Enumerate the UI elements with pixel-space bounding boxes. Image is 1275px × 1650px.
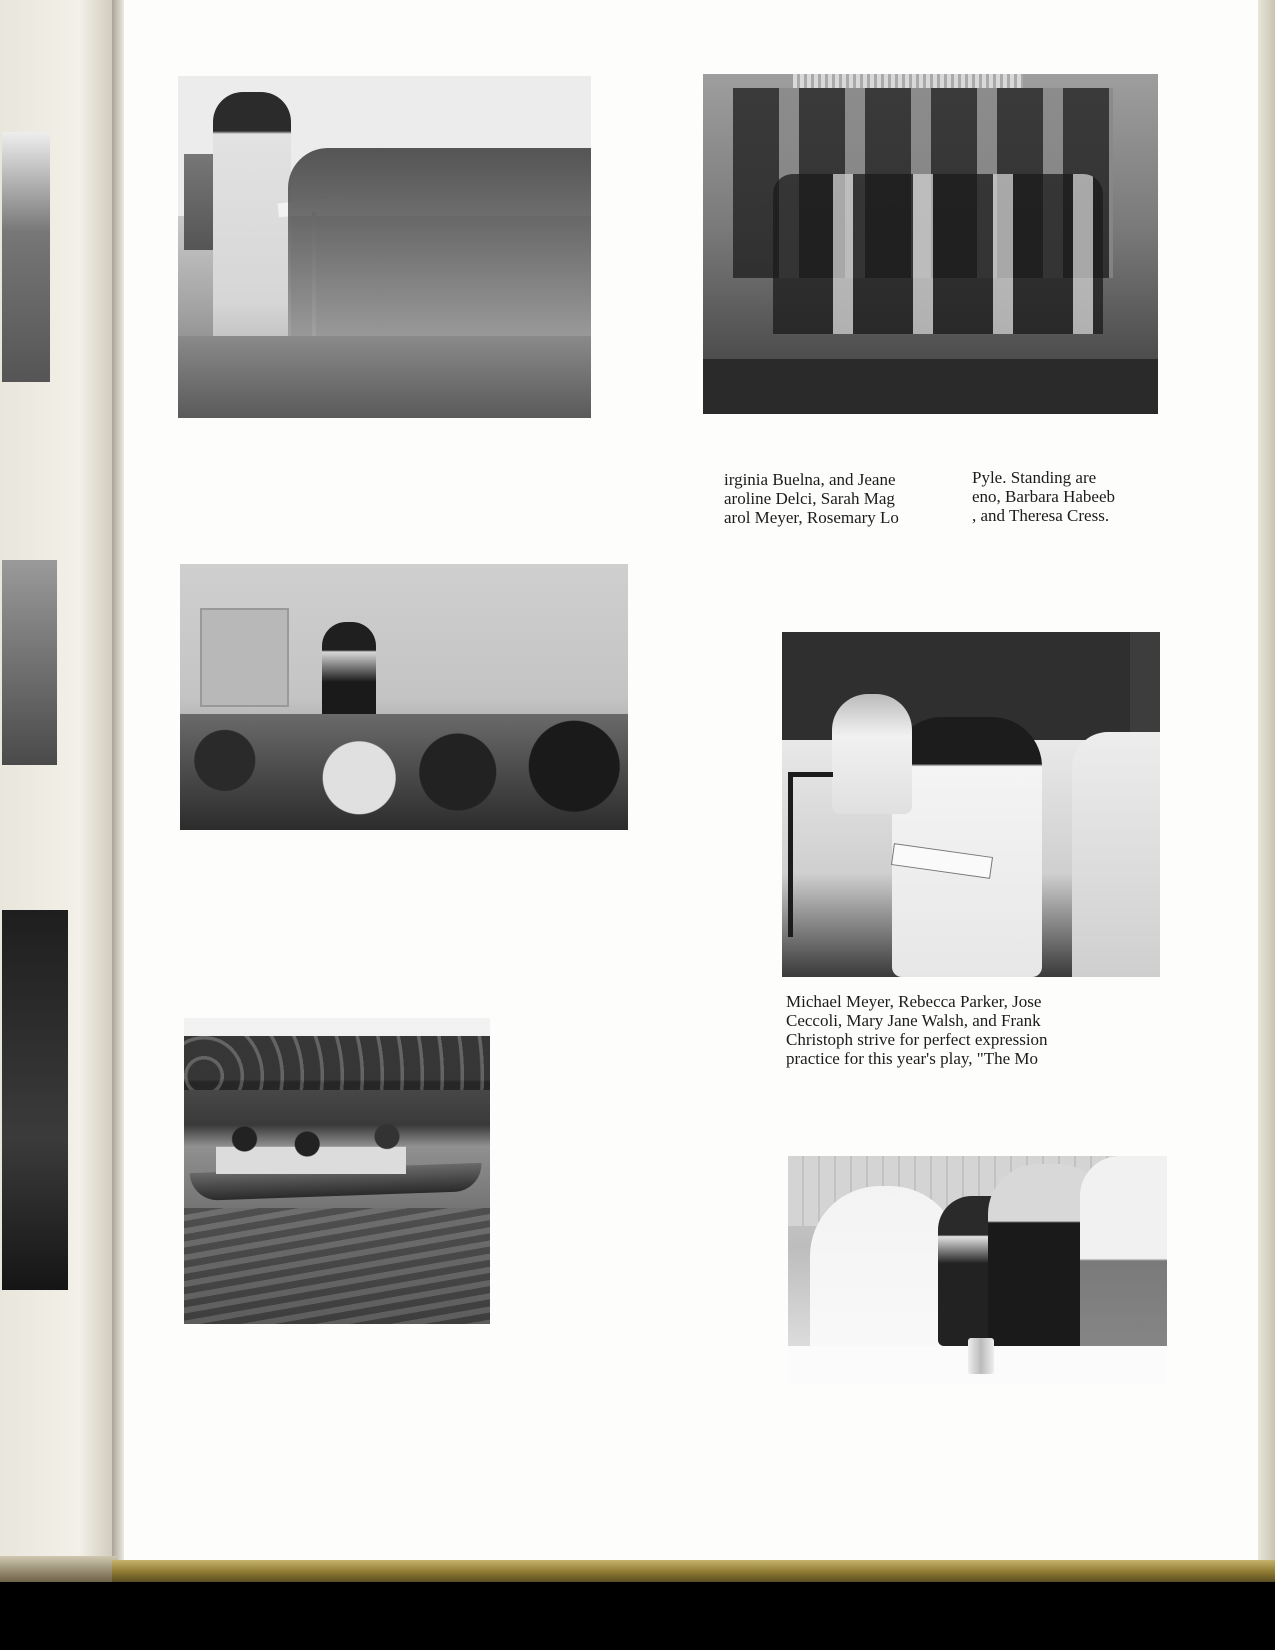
bulletin-board — [200, 608, 289, 707]
facing-photo-middle — [2, 560, 57, 765]
classroom-floor — [178, 336, 591, 418]
paddlers — [216, 1124, 406, 1174]
seated-students — [288, 148, 591, 338]
student-right — [1072, 732, 1160, 977]
facing-photo-top — [2, 132, 50, 382]
page-edge-right — [1258, 0, 1275, 1570]
choir-seated-row — [773, 174, 1103, 334]
photo-banquet — [788, 1156, 1167, 1384]
room-floor — [703, 359, 1158, 414]
photo-canoe-lake — [184, 1018, 490, 1324]
photo-drama-practice — [782, 632, 1160, 977]
scan-background — [0, 1582, 1275, 1650]
caption-choir-left: irginia Buelna, and Jeane aroline Delci, Sarah Mag arol Meyer, Rosemary Lo — [724, 470, 899, 527]
water-reflection — [184, 1208, 490, 1324]
caption-drama-practice: Michael Meyer, Rebecca Parker, Jose Ceccoli, Mary Jane Walsh, and Frank Christoph strive for perfect expression practice for this year's play, "The Mo — [786, 992, 1048, 1068]
photo-classroom-teacher — [178, 76, 591, 418]
audience-heads — [180, 714, 628, 830]
cover-binding-strip — [112, 1560, 1275, 1582]
facing-page-edge — [0, 0, 114, 1570]
window-blinds — [793, 74, 1023, 88]
photo-student-speaker — [180, 564, 628, 830]
trees — [184, 1036, 490, 1090]
binding-corner — [0, 1556, 118, 1582]
photo-choir-group — [703, 74, 1158, 414]
caption-choir-right: Pyle. Standing are eno, Barbara Habeeb , and Theresa Cress. — [972, 468, 1116, 525]
drinking-glass — [968, 1338, 994, 1374]
student-left — [832, 694, 912, 814]
chair-frame — [788, 772, 833, 937]
facing-photo-bottom — [2, 910, 68, 1290]
